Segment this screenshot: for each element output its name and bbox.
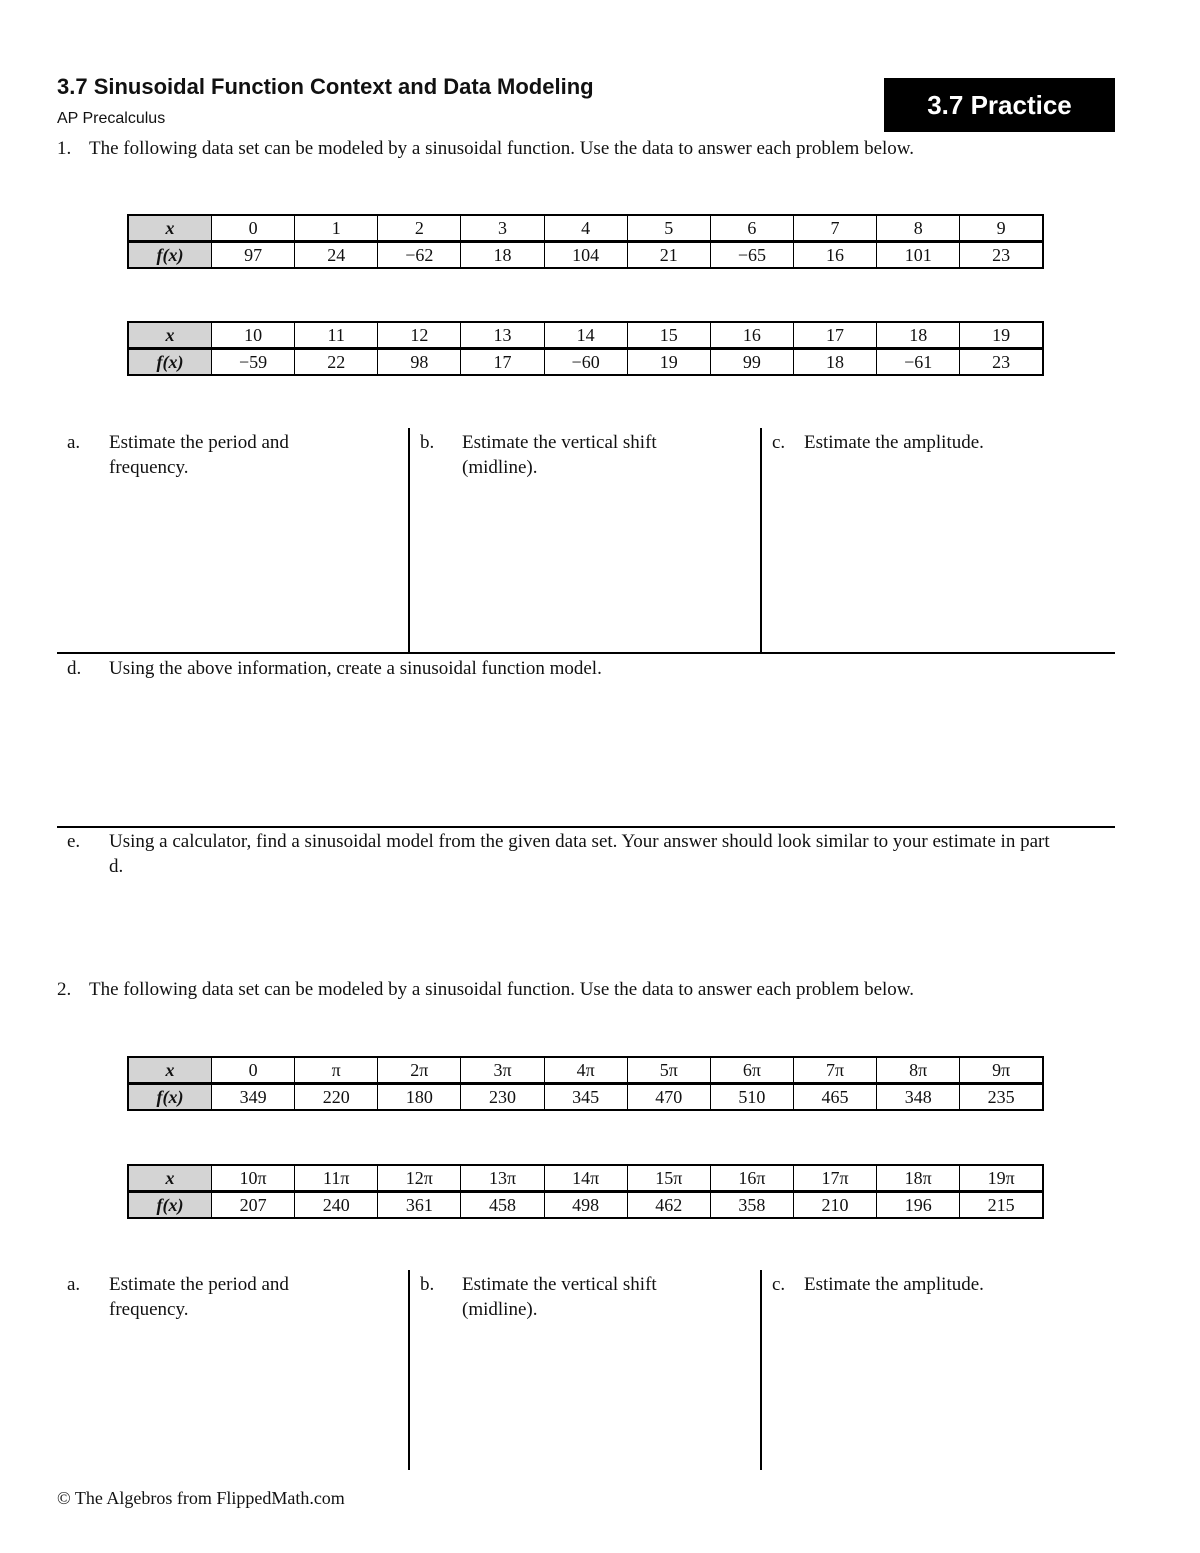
x-cell: 14 [544,322,627,349]
x-cell: 3 [461,215,544,242]
fx-cell: 97 [212,242,295,269]
part-text: Estimate the period and frequency. [109,432,289,478]
x-cell: 17 [793,322,876,349]
fx-cell: 470 [627,1084,710,1111]
fx-cell: 361 [378,1192,461,1219]
x-header: x [128,215,212,242]
x-cell: 10π [212,1165,295,1192]
fx-cell: 24 [295,242,378,269]
problem-2-part-a [67,1272,367,1322]
fx-header: f(x) [128,242,212,269]
fx-cell: 358 [710,1192,793,1219]
fx-cell: 230 [461,1084,544,1111]
part-letter: a. [67,432,81,453]
x-cell: 7π [793,1057,876,1084]
fx-cell: 510 [710,1084,793,1111]
fx-cell: 104 [544,242,627,269]
problem-1-part-d [67,656,1107,681]
x-header: x [128,1057,212,1084]
fx-cell: 23 [960,242,1043,269]
fx-cell: 19 [627,349,710,376]
x-cell: 4π [544,1057,627,1084]
problem-1-number: 1. [57,138,72,159]
fx-cell: 235 [960,1084,1043,1111]
fx-cell: −60 [544,349,627,376]
fx-cell: 17 [461,349,544,376]
fx-cell: 23 [960,349,1043,376]
part-text: Estimate the vertical shift (midline). [462,1274,657,1320]
x-cell: 18 [877,322,960,349]
problem-1-text: The following data set can be modeled by a sinusoidal function. Use the data to answer each problem below. [89,138,915,159]
problem-2-table-2 [127,1164,1044,1219]
x-cell: 6 [710,215,793,242]
part-text: Estimate the period and frequency. [109,1274,289,1320]
copyright-footer: © The Algebros from FlippedMath.com [57,1488,345,1508]
x-cell: 19π [960,1165,1043,1192]
part-text: Estimate the amplitude. [804,1274,984,1295]
fx-cell: −65 [710,242,793,269]
course-subtitle: AP Precalculus [57,110,166,127]
x-cell: 19 [960,322,1043,349]
part-letter: c. [772,432,786,453]
x-cell: 3π [461,1057,544,1084]
fx-cell: 220 [295,1084,378,1111]
x-cell: 11 [295,322,378,349]
x-cell: 18π [877,1165,960,1192]
x-cell: 17π [793,1165,876,1192]
x-cell: 6π [710,1057,793,1084]
column-divider [408,428,410,653]
x-cell: 8 [877,215,960,242]
problem-2-number: 2. [57,979,72,1000]
x-cell: 12π [378,1165,461,1192]
x-cell: 0 [212,1057,295,1084]
fx-cell: 16 [793,242,876,269]
problem-1-part-e [67,829,1057,879]
column-divider [760,428,762,653]
x-cell: 5π [627,1057,710,1084]
fx-cell: −59 [212,349,295,376]
x-cell: 7 [793,215,876,242]
column-divider [760,1270,762,1470]
fx-cell: 345 [544,1084,627,1111]
x-cell: 15π [627,1165,710,1192]
x-cell: 16 [710,322,793,349]
column-divider [408,1270,410,1470]
fx-header: f(x) [128,1084,212,1111]
problem-2-text: The following data set can be modeled by a sinusoidal function. Use the data to answer each problem below. [89,979,915,1000]
x-cell: 14π [544,1165,627,1192]
fx-cell: 99 [710,349,793,376]
part-letter: b. [420,432,435,453]
problem-2-prompt [57,979,914,1001]
x-cell: 5 [627,215,710,242]
x-cell: 1 [295,215,378,242]
fx-cell: 98 [378,349,461,376]
part-text: Estimate the amplitude. [804,432,984,453]
problem-1-table-2 [127,321,1044,376]
fx-cell: −61 [877,349,960,376]
x-header: x [128,1165,212,1192]
part-text: Using the above information, create a sinusoidal function model. [109,658,602,679]
problem-1-table-1 [127,214,1044,269]
x-cell: 9 [960,215,1043,242]
part-letter: d. [67,658,82,679]
problem-1-part-b [420,430,720,480]
fx-header: f(x) [128,1192,212,1219]
problem-1-part-c [772,430,1102,455]
fx-cell: 18 [461,242,544,269]
fx-cell: 465 [793,1084,876,1111]
part-letter: a. [67,1274,81,1295]
problem-1-part-a [67,430,367,480]
x-cell: 9π [960,1057,1043,1084]
x-cell: π [295,1057,378,1084]
fx-cell: 498 [544,1192,627,1219]
problem-2-table-1 [127,1056,1044,1111]
x-cell: 15 [627,322,710,349]
fx-cell: 349 [212,1084,295,1111]
part-text: Estimate the vertical shift (midline). [462,432,657,478]
part-letter: b. [420,1274,435,1295]
x-header: x [128,322,212,349]
fx-cell: 462 [627,1192,710,1219]
section-divider [57,652,1115,654]
x-cell: 10 [212,322,295,349]
fx-cell: 207 [212,1192,295,1219]
fx-cell: 18 [793,349,876,376]
x-cell: 2π [378,1057,461,1084]
part-text: Using a calculator, find a sinusoidal model from the given data set. Your answer should look similar to your estimate in part d. [109,831,1050,877]
x-cell: 4 [544,215,627,242]
practice-badge: 3.7 Practice [884,78,1115,132]
part-letter: e. [67,831,81,852]
fx-cell: 348 [877,1084,960,1111]
part-letter: c. [772,1274,786,1295]
fx-header: f(x) [128,349,212,376]
x-cell: 12 [378,322,461,349]
section-divider [57,826,1115,828]
fx-cell: −62 [378,242,461,269]
x-cell: 0 [212,215,295,242]
fx-cell: 22 [295,349,378,376]
fx-cell: 101 [877,242,960,269]
x-cell: 13π [461,1165,544,1192]
x-cell: 11π [295,1165,378,1192]
fx-cell: 458 [461,1192,544,1219]
fx-cell: 180 [378,1084,461,1111]
x-cell: 2 [378,215,461,242]
problem-1-prompt [57,138,914,160]
fx-cell: 215 [960,1192,1043,1219]
x-cell: 8π [877,1057,960,1084]
page-title: 3.7 Sinusoidal Function Context and Data Modeling [57,74,594,99]
x-cell: 16π [710,1165,793,1192]
problem-2-part-c [772,1272,1102,1297]
fx-cell: 210 [793,1192,876,1219]
x-cell: 13 [461,322,544,349]
fx-cell: 240 [295,1192,378,1219]
fx-cell: 21 [627,242,710,269]
fx-cell: 196 [877,1192,960,1219]
problem-2-part-b [420,1272,720,1322]
